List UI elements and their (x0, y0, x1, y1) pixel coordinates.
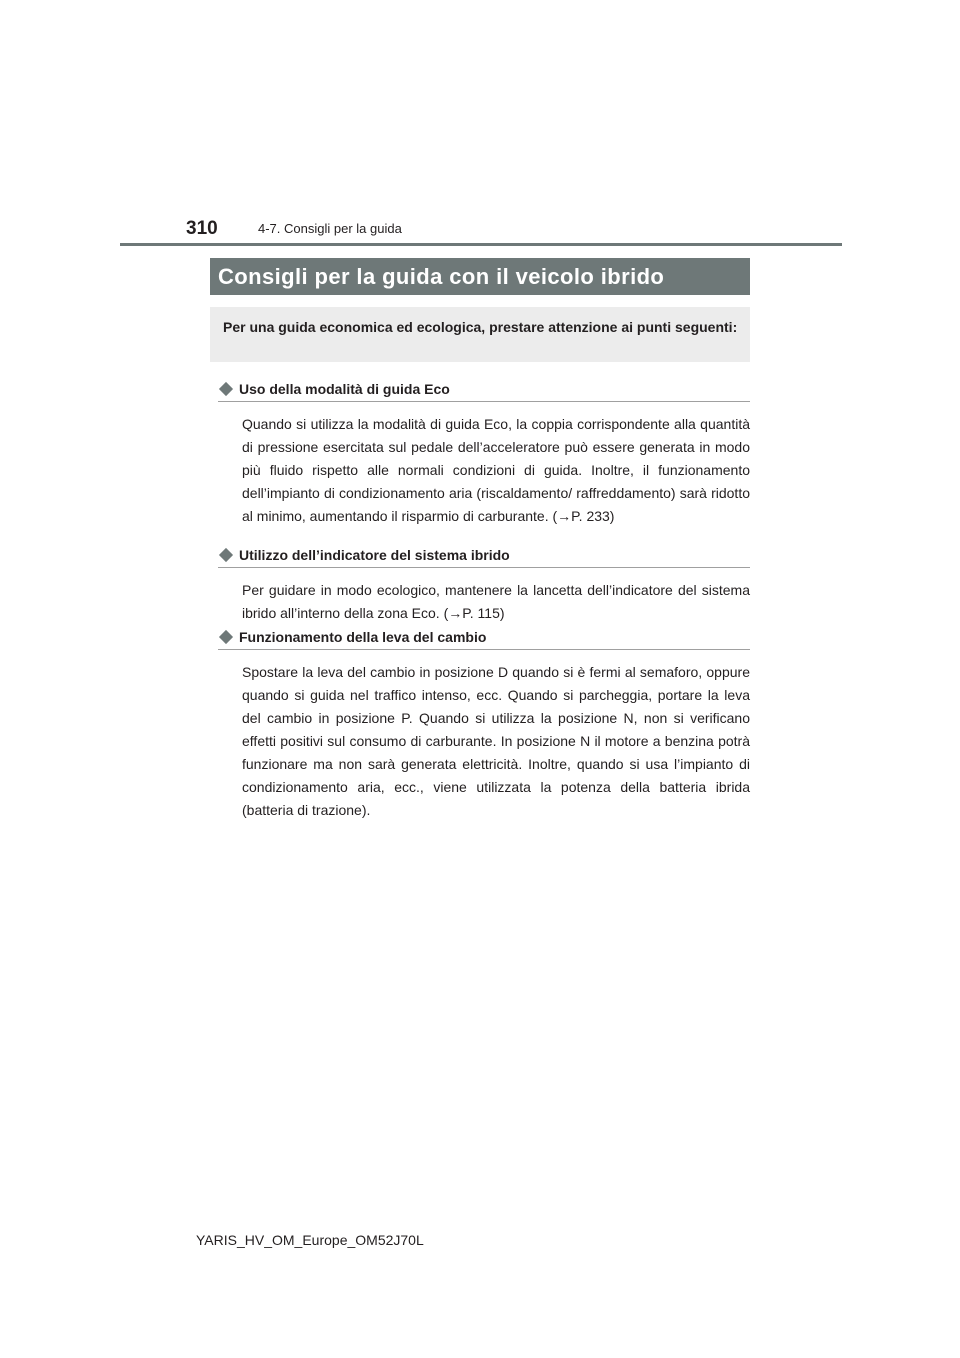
topic-hybrid-indicator (218, 544, 750, 625)
topic-heading (218, 378, 750, 402)
topic-heading (218, 544, 750, 568)
section-label: 4-7. Consigli per la guida (258, 221, 402, 236)
intro-text: Per una guida economica ed ecologica, prestare attenzione ai punti seguenti: (223, 319, 738, 335)
page-number: 310 (186, 218, 218, 239)
topic-title: Uso della modalità di guida Eco (239, 381, 450, 397)
title-banner (210, 258, 750, 295)
page-title: Consigli per la guida con il veicolo ibrido (218, 263, 665, 289)
topic-body: Quando si utilizza la modalità di guida Eco, la coppia corrispondente alla quantità di pressione esercitata sul pedale dell’acceleratore può essere generata in modo più fluido rispetto alle normali condizioni di guida. Inoltre, il funzionamento dell’impianto di condizionamento aria (riscaldamento/ raffreddamento) sarà ridotto al minimo, aumentando il risparmio di carburante. (→P. 233) (242, 416, 750, 524)
header-divider (120, 243, 842, 246)
intro-box (210, 307, 750, 362)
topic-title: Funzionamento della leva del cambio (239, 629, 487, 645)
topic-body: Spostare la leva del cambio in posizione D quando si è fermi al semaforo, oppure quando si guida nel traffico intenso, ecc. Quando si parcheggia, portare la leva del cambio in posizione P. Quando si utilizza la posizione N, non si verificano effetti positivi sul consumo di carburante. In posizione N il motore a benzina potrà funzionare ma non sarà generata elettricità. Inoltre, quando si usa l’impianto di condizionamento aria, ecc., viene utilizzata la potenza della batteria ibrida (batteria di trazione). (242, 664, 750, 818)
diamond-icon (219, 548, 233, 562)
diamond-icon (219, 630, 233, 644)
diamond-icon (219, 382, 233, 396)
topic-eco-mode (218, 378, 750, 528)
document-code: YARIS_HV_OM_Europe_OM52J70L (196, 1232, 424, 1248)
topic-heading (218, 626, 750, 650)
topic-title: Utilizzo dell’indicatore del sistema ibrido (239, 547, 510, 563)
topic-shift-lever (218, 626, 750, 822)
topic-body: Per guidare in modo ecologico, mantenere la lancetta dell’indicatore del sistema ibrido all’interno della zona Eco. (→P. 115) (242, 582, 750, 621)
